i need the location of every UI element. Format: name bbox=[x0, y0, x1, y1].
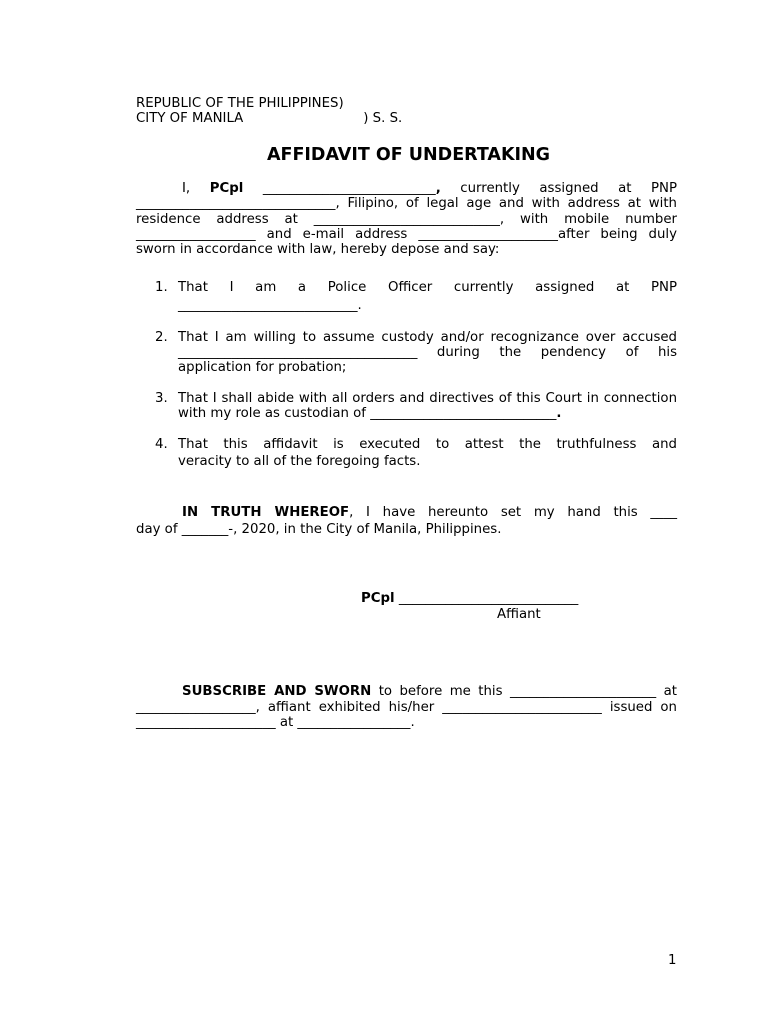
sworn-rest: to before me this ______________________ at __________________, affiant exhibited his/her ________________________ issued on _____________________ at _________________. bbox=[136, 684, 677, 731]
page-number: 1 bbox=[668, 953, 677, 968]
list-item-text: That this affidavit is executed to attest the truthfulness and bbox=[178, 436, 677, 452]
list-item-number: 4. bbox=[155, 436, 168, 452]
sworn-bold: SUBSCRIBE AND SWORN bbox=[182, 684, 372, 700]
truth-line-2: day of _______-, 2020, in the City of Manila, Philippines. bbox=[136, 521, 502, 537]
signature-blank: ___________________________ bbox=[394, 591, 579, 607]
document-title: AFFIDAVIT OF UNDERTAKING bbox=[266, 144, 551, 165]
list-item bbox=[136, 330, 677, 376]
header-city-name: CITY OF MANILA bbox=[136, 111, 244, 127]
list-item-number: 2. bbox=[155, 329, 168, 345]
list-item bbox=[136, 391, 677, 422]
header-city bbox=[136, 111, 677, 126]
sworn-paragraph bbox=[136, 684, 677, 730]
intro-name-blank: __________________________ bbox=[243, 180, 436, 196]
intro-comma: , bbox=[435, 180, 441, 196]
document-body bbox=[136, 96, 677, 731]
list-item-text-continued: ___________________________. bbox=[178, 298, 362, 314]
intro-rest: currently assigned at PNP ______________________________, Filipino, of legal age and with address at with residence address at ____________________________, with mobile number __________________ and e-mail address _____________________after being duly sworn in accordance with law, hereby depose and say: bbox=[136, 180, 677, 258]
truth-bold: IN TRUTH WHEREOF bbox=[182, 504, 350, 520]
signature-line bbox=[361, 591, 621, 606]
list-item-text: That I am a Police Officer currently assigned at PNP bbox=[178, 279, 677, 295]
truth-line1-rest: , I have hereunto set my hand this ____ bbox=[349, 504, 677, 520]
intro-rank: PCpl bbox=[209, 180, 244, 196]
list-item-text-continued: veracity to all of the foregoing facts. bbox=[178, 454, 421, 470]
intro-i: I, bbox=[182, 180, 210, 196]
header-republic: REPUBLIC OF THE PHILIPPINES) bbox=[136, 96, 344, 111]
list-item-text: That I am willing to assume custody and/or recognizance over accused ____________________________________ during the pendency of his application for probation; bbox=[178, 329, 677, 376]
signature-block bbox=[136, 591, 677, 651]
intro-paragraph bbox=[136, 181, 677, 258]
truth-paragraph bbox=[136, 505, 677, 538]
list-item-text: That I shall abide with all orders and directives of this Court in connection with my role as custodian of ____________________________ bbox=[178, 390, 677, 422]
header-ss: ) S. S. bbox=[363, 111, 403, 127]
signature-rank: PCpl bbox=[361, 591, 395, 607]
numbered-list bbox=[136, 280, 677, 470]
signature-label: Affiant bbox=[497, 607, 541, 623]
list-item-number: 1. bbox=[155, 279, 168, 295]
truth-line-1 bbox=[136, 505, 677, 520]
list-item bbox=[136, 437, 677, 470]
list-item-end: . bbox=[556, 406, 562, 422]
list-item-number: 3. bbox=[155, 390, 168, 406]
list-item bbox=[136, 280, 677, 314]
